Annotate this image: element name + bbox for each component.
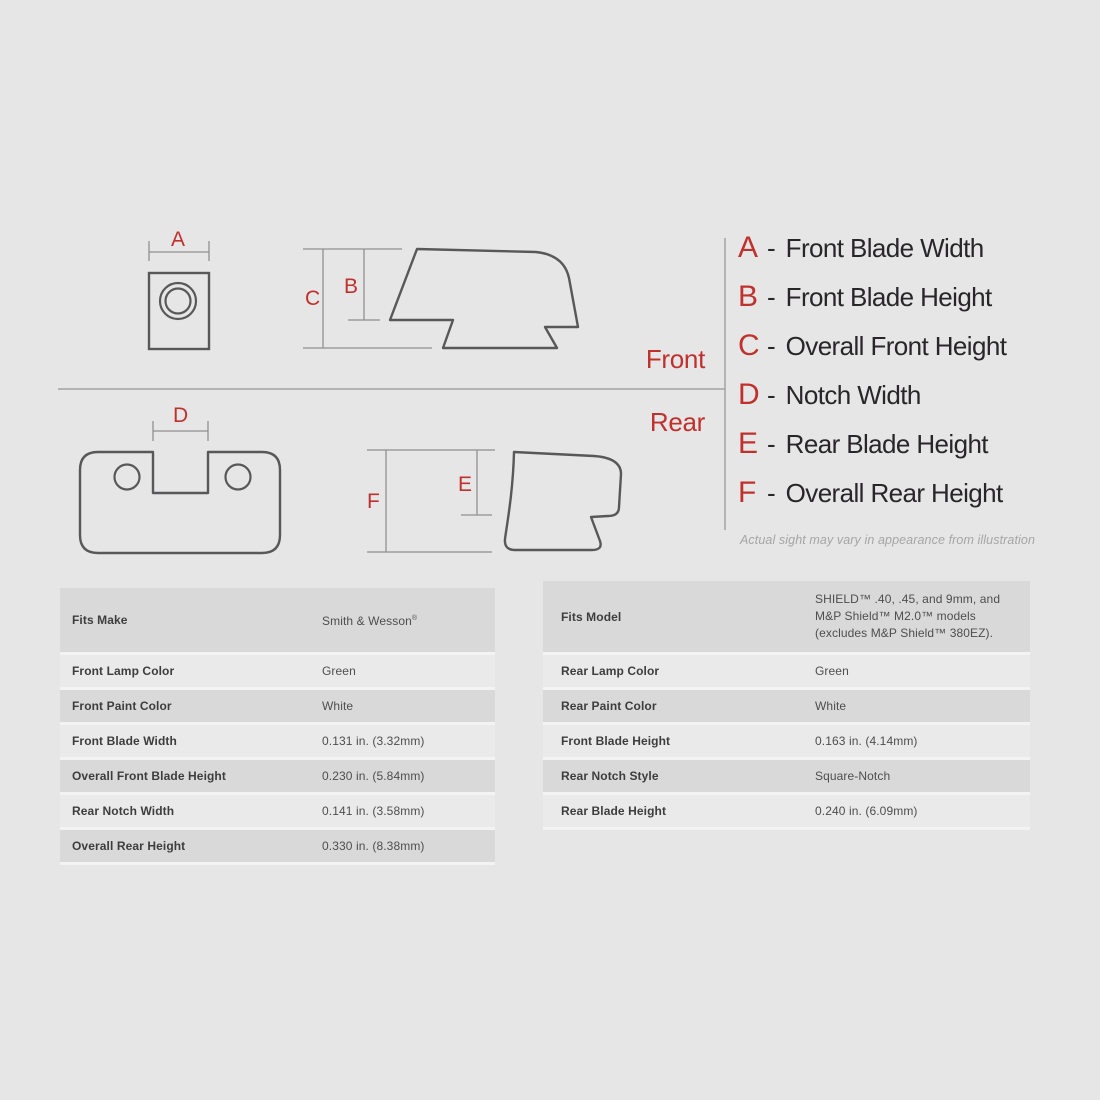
spec-label: Rear Notch Style	[561, 769, 659, 783]
legend-letter: D	[738, 378, 760, 411]
spec-value	[322, 610, 489, 630]
spec-table-left	[60, 588, 495, 865]
dim-letter-e: E	[458, 473, 473, 496]
spec-label: Fits Model	[561, 609, 622, 624]
legend-dash: -	[767, 429, 776, 459]
legend-dash: -	[767, 282, 776, 312]
legend-label: Overall Rear Height	[785, 478, 1003, 508]
spec-value: Green	[815, 663, 849, 678]
table-row	[60, 795, 495, 830]
table-row	[60, 655, 495, 690]
spec-value: 0.131 in. (3.32mm)	[322, 733, 425, 748]
legend-item-f	[738, 476, 1006, 525]
spec-value: White	[322, 698, 354, 713]
spec-label: Rear Notch Width	[72, 804, 175, 818]
legend-letter: B	[738, 280, 758, 313]
legend-dash: -	[767, 331, 776, 361]
rear-section-label: Rear	[649, 407, 705, 437]
legend-letter: C	[738, 329, 760, 362]
dim-letter-b: B	[344, 275, 359, 298]
spec-value: 0.230 in. (5.84mm)	[322, 768, 425, 783]
table-row	[543, 581, 1030, 655]
spec-value: 0.163 in. (4.14mm)	[815, 733, 918, 748]
legend-label: Overall Front Height	[785, 331, 1007, 361]
legend-item-c	[738, 329, 1006, 378]
table-row	[60, 588, 495, 655]
legend-item-e	[738, 427, 1006, 476]
dim-letter-a: A	[171, 228, 186, 251]
dim-letter-c: C	[305, 287, 321, 310]
table-row	[60, 690, 495, 725]
legend-letter: E	[738, 427, 758, 460]
legend-dash: -	[767, 478, 776, 508]
table-row	[543, 760, 1030, 795]
spec-value: Square-Notch	[815, 768, 891, 783]
table-row	[543, 725, 1030, 760]
spec-value: White	[815, 698, 847, 713]
spec-label: Fits Make	[72, 613, 128, 627]
legend-dash: -	[767, 380, 776, 410]
spec-value: Green	[322, 663, 356, 678]
dim-f-e-lines	[367, 450, 495, 552]
spec-label: Front Paint Color	[72, 699, 172, 713]
dim-letter-f: F	[367, 490, 380, 513]
spec-value: 0.240 in. (6.09mm)	[815, 803, 918, 818]
table-row	[543, 690, 1030, 725]
legend-letter: A	[738, 231, 758, 264]
front-section-label: Front	[645, 344, 705, 374]
legend-label: Front Blade Height	[785, 282, 992, 312]
table-row	[60, 830, 495, 865]
spec-label: Rear Paint Color	[561, 699, 657, 713]
legend-dash: -	[767, 233, 776, 263]
spec-table-right	[543, 581, 1030, 830]
spec-label: Overall Rear Height	[72, 839, 186, 853]
spec-label: Overall Front Blade Height	[72, 769, 226, 783]
spec-label: Front Lamp Color	[72, 664, 175, 678]
spec-label: Front Blade Height	[561, 734, 671, 748]
table-row	[60, 760, 495, 795]
table-row	[543, 795, 1030, 830]
spec-value: 0.141 in. (3.58mm)	[322, 803, 425, 818]
table-row	[60, 725, 495, 760]
legend-item-a	[738, 231, 1006, 280]
rear-sight-profile-drawing	[505, 452, 621, 550]
spec-value: 0.330 in. (8.38mm)	[322, 838, 425, 853]
spec-label: Front Blade Width	[72, 734, 177, 748]
spec-label: Rear Blade Height	[561, 804, 667, 818]
table-row	[543, 655, 1030, 690]
spec-label: Rear Lamp Color	[561, 664, 660, 678]
legend-item-d	[738, 378, 1006, 427]
legend-label: Rear Blade Height	[785, 429, 988, 459]
legend-label: Front Blade Width	[785, 233, 984, 263]
dim-c-b-lines	[303, 249, 432, 348]
legend-label: Notch Width	[785, 380, 921, 410]
spec-value-text: Smith & Wesson	[322, 614, 412, 628]
registered-mark: ®	[411, 615, 418, 622]
legend-letter: F	[738, 476, 756, 509]
legend-item-b	[738, 280, 1006, 329]
front-sight-face-drawing	[149, 273, 209, 349]
rear-sight-face-drawing	[80, 452, 280, 553]
front-sight-profile-drawing	[390, 249, 578, 348]
spec-value: SHIELD™ .40, .45, and 9mm, and M&P Shield™ M2.0™ models (excludes M&P Shield™ 380EZ).	[815, 592, 1001, 640]
dim-letter-d: D	[173, 404, 189, 427]
disclaimer-note: Actual sight may vary in appearance from illustration	[740, 533, 1036, 547]
dimension-legend	[738, 231, 1006, 525]
